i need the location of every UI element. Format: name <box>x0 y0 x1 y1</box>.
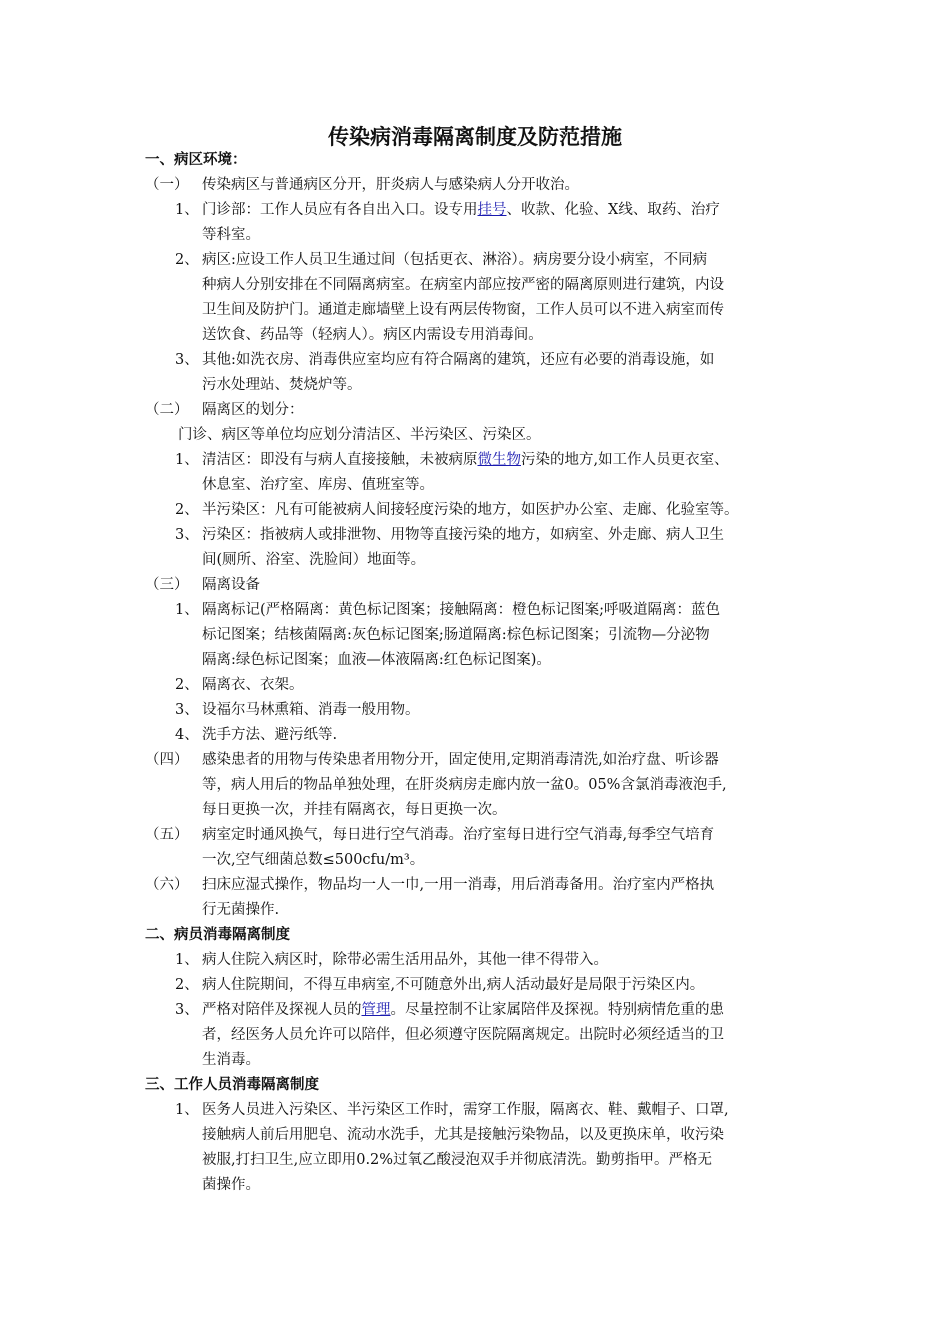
list-text-line <box>0 1023 950 1048</box>
list-text-line <box>0 323 950 348</box>
text-line: 者，经医务人员允许可以陪伴，但必须遵守医院隔离规定。出院时必须经适当的卫 <box>202 1027 724 1043</box>
paragraph-text: 感染患者的用物与传染患者用物分开，固定使用,定期消毒清洗,如治疗盘、听诊器 <box>202 752 719 768</box>
text-span: 门诊部：工作人员应有各自出入口。设专用 <box>202 202 478 218</box>
list-number: 2、 <box>175 252 199 268</box>
list-item <box>0 673 950 698</box>
list-text: 洗手方法、避污纸等. <box>202 727 338 743</box>
list-number: 4、 <box>175 727 199 743</box>
section-heading-1: 一、病区环境： <box>145 152 247 168</box>
list-number: 1、 <box>175 602 199 618</box>
list-text: 半污染区：凡有可能被病人间接轻度污染的地方，如医护办公室、走廊、化验室等。 <box>202 502 739 518</box>
paragraph-marker: （六） <box>145 877 189 893</box>
paragraph-3 <box>0 573 950 598</box>
paragraph-text-line <box>0 773 950 798</box>
list-item <box>0 998 950 1023</box>
paragraph-marker: （一） <box>145 177 189 193</box>
list-text-line <box>0 373 950 398</box>
list-item <box>0 698 950 723</box>
list-text-line <box>0 1148 950 1173</box>
text-line: 等，病人用后的物品单独处理，在肝炎病房走廊内放一盆0。05%含氯消毒液泡手, <box>202 777 727 793</box>
text-line: 生消毒。 <box>202 1052 260 1068</box>
list-text-line <box>0 298 950 323</box>
list-text-line <box>0 1123 950 1148</box>
document-body <box>0 148 950 1198</box>
text-line: 一次,空气细菌总数≤500cfu/m³。 <box>202 852 425 868</box>
list-number: 1、 <box>175 202 199 218</box>
list-number: 1、 <box>175 1102 199 1118</box>
list-text-line <box>0 623 950 648</box>
paragraph-6 <box>0 873 950 898</box>
list-text: 污染区：指被病人或排泄物、用物等直接污染的地方，如病室、外走廊、病人卫生 <box>202 527 724 543</box>
paragraph-marker: （五） <box>145 827 189 843</box>
text-line: 门诊、病区等单位均应划分清洁区、半污染区、污染区。 <box>178 427 541 443</box>
list-item <box>0 523 950 548</box>
text-line: 被服,打扫卫生,应立即用0.2%过氧乙酸浸泡双手并彻底清洗。勤剪指甲。严格无 <box>202 1152 713 1168</box>
text-line: 送饮食、药品等（轻病人）。病区内需设专用消毒间。 <box>202 327 543 343</box>
text-span: 。尽量控制不让家属陪伴及探视。特别病情危重的患 <box>390 1002 724 1018</box>
list-item <box>0 348 950 373</box>
text-line: 污水处理站、焚烧炉等。 <box>202 377 362 393</box>
list-text-line <box>0 648 950 673</box>
list-number: 2、 <box>175 502 199 518</box>
paragraph-text: 隔离区的划分： <box>202 402 304 418</box>
list-text-line <box>0 1048 950 1073</box>
paragraph-marker: （四） <box>145 752 189 768</box>
text-line: 隔离:绿色标记图案；血液—体液隔离:红色标记图案)。 <box>202 652 551 668</box>
list-text: 隔离衣、衣架。 <box>202 677 304 693</box>
list-text: 设福尔马林熏箱、消毒一般用物。 <box>202 702 420 718</box>
list-text-line <box>0 1173 950 1198</box>
list-text-line <box>0 473 950 498</box>
paragraph-marker: （三） <box>145 577 189 593</box>
list-number: 3、 <box>175 352 199 368</box>
list-text <box>0 198 950 223</box>
text-line: 等科室。 <box>202 227 260 243</box>
list-number: 3、 <box>175 1002 199 1018</box>
link-registration[interactable]: 挂号 <box>477 202 507 218</box>
paragraph-2 <box>0 398 950 423</box>
list-number: 1、 <box>175 952 199 968</box>
link-microorganism[interactable]: 微生物 <box>477 452 521 468</box>
paragraph-text: 传染病区与普通病区分开，肝炎病人与感染病人分开收治。 <box>202 177 579 193</box>
paragraph-5 <box>0 823 950 848</box>
list-number: 3、 <box>175 702 199 718</box>
paragraph-marker: （二） <box>145 402 189 418</box>
list-number: 2、 <box>175 977 199 993</box>
page-title: 传染病消毒隔离制度及防范措施 <box>328 125 622 149</box>
paragraph-text-line <box>0 798 950 823</box>
paragraph-intro <box>0 423 950 448</box>
list-item <box>0 1098 950 1123</box>
text-span: 清洁区：即没有与病人直接接触，未被病原 <box>202 452 478 468</box>
list-number: 2、 <box>175 677 199 693</box>
text-line: 间(厕所、浴室、洗脸间）地面等。 <box>202 552 426 568</box>
text-line: 菌操作。 <box>202 1177 260 1193</box>
section-heading-2: 二、病员消毒隔离制度 <box>145 927 290 943</box>
list-number: 1、 <box>175 452 199 468</box>
text-line: 接触病人前后用肥皂、流动水洗手，尤其是接触污染物品，以及更换床单，收污染 <box>202 1127 724 1143</box>
text-line: 休息室、治疗室、库房、值班室等。 <box>202 477 434 493</box>
list-item <box>0 448 950 473</box>
paragraph-text-line <box>0 898 950 923</box>
list-item <box>0 498 950 523</box>
list-text-line <box>0 548 950 573</box>
list-number: 3、 <box>175 527 199 543</box>
list-text: 病人住院入病区时，除带必需生活用品外，其他一律不得带入。 <box>202 952 608 968</box>
list-item <box>0 598 950 623</box>
paragraph-4 <box>0 748 950 773</box>
list-item <box>0 198 950 223</box>
list-text-line <box>0 223 950 248</box>
list-item <box>0 723 950 748</box>
text-span: 严格对陪伴及探视人员的 <box>202 1002 362 1018</box>
text-line: 卫生间及防护门。通道走廊墙壁上设有两层传物窗，工作人员可以不进入病室而传 <box>202 302 724 318</box>
text-line: 种病人分别安排在不同隔离病室。在病室内部应按严密的隔离原则进行建筑，内设 <box>202 277 724 293</box>
text-span: 、收款、化验、X线、取药、治疗 <box>506 202 720 218</box>
list-text: 医务人员进入污染区、半污染区工作时，需穿工作服，隔离衣、鞋、戴帽子、口罩, <box>202 1102 729 1118</box>
paragraph-text: 扫床应湿式操作，物品均一人一巾,一用一消毒，用后消毒备用。治疗室内严格执 <box>202 877 715 893</box>
list-text: 病人住院期间，不得互串病室,不可随意外出,病人活动最好是局限于污染区内。 <box>202 977 705 993</box>
text-line: 每日更换一次，并挂有隔离衣，每日更换一次。 <box>202 802 507 818</box>
text-line: 标记图案；结核菌隔离:灰色标记图案;肠道隔离:棕色标记图案；引流物—分泌物 <box>202 627 710 643</box>
paragraph-1 <box>0 173 950 198</box>
section-heading-3: 三、工作人员消毒隔离制度 <box>145 1077 319 1093</box>
list-text: 隔离标记(严格隔离：黄色标记图案；接触隔离：橙色标记图案;呼吸道隔离：蓝色 <box>202 602 721 618</box>
text-line: 行无菌操作. <box>202 902 280 918</box>
list-text <box>0 998 950 1023</box>
list-item <box>0 948 950 973</box>
list-text-line <box>0 273 950 298</box>
paragraph-text: 病室定时通风换气，每日进行空气消毒。治疗室每日进行空气消毒,每季空气培育 <box>202 827 715 843</box>
text-span: 污染的地方,如工作人员更衣室、 <box>521 452 729 468</box>
list-text <box>0 448 950 473</box>
paragraph-text-line <box>0 848 950 873</box>
link-management[interactable]: 管理 <box>361 1002 391 1018</box>
paragraph-text: 隔离设备 <box>202 577 260 593</box>
list-text: 其他:如洗衣房、消毒供应室均应有符合隔离的建筑，还应有必要的消毒设施，如 <box>202 352 715 368</box>
list-item <box>0 248 950 273</box>
list-item <box>0 973 950 998</box>
list-text: 病区:应设工作人员卫生通过间（包括更衣、淋浴）。病房要分设小病室，不同病 <box>202 252 708 268</box>
